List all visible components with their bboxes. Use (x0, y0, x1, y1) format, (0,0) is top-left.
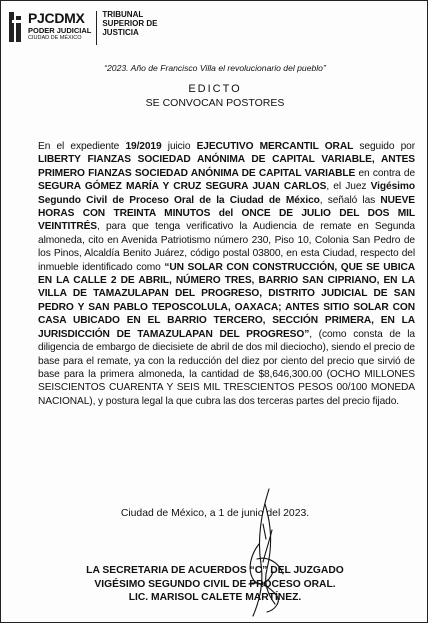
body-bold-run: 19/2019 (125, 141, 162, 152)
header-divider (96, 11, 97, 45)
signoff-line-2: VIGÉSIMO SEGUNDO CIVIL DE PROCESO ORAL. (94, 578, 336, 590)
pjcdmx-logo-icon (9, 12, 25, 42)
tsj-label (102, 11, 157, 37)
body-text-run: , para que tenga verificativo la Audiencia de remate en Segunda almoneda, cito en Avenida Patriotismo número 230, Piso 10, Colonia San Pedro de los Pinos, Alcaldía Benito Juárez, código postal 03800, en esta Ciudad, respecto del inmueble identificado como (38, 221, 415, 273)
body-text-run: , señaló las (319, 194, 381, 206)
body-text-run: en contra de (355, 167, 416, 179)
document-title: EDICTO (188, 83, 242, 95)
logo-name: PJCDMX (28, 10, 85, 26)
body-text-run: juicio (161, 141, 197, 152)
pjcdmx-logo-text (28, 11, 91, 41)
city-date: Ciudad de México, a 1 de junio del 2023. (120, 508, 310, 519)
institution-header (9, 11, 157, 51)
body-bold-run: “UN SOLAR CON CONSTRUCCIÓN, QUE SE UBICA EN LA CALLE 2 DE ABRIL, NÚMERO TRES, BARRIO SAN CIPRIANO, EN LA VILLA DE TAMAZULAPAN DEL PROGRESO, DISTRITO JUDICIAL DE SAN PEDRO Y SAN PABLO TEPOSCOLULA, OAXACA; ANTES SITIO SOLAR CON CASA UBICADO EN EL BARRIO TERCERO, SECCIÓN PRIMERA, EN LA JURISDICCIÓN DE TAMAZULAPAN DEL PROGRESO” (38, 261, 415, 340)
body-bold-run: NUEVE HORAS CON TREINTA MINUTOS del ONCE DE JULIO DEL DOS MIL VEINTITRÉS (38, 194, 415, 233)
body-bold-run: EJECUTIVO MERCANTIL ORAL (196, 141, 354, 152)
edict-body (38, 140, 415, 408)
logo-city: CIUDAD DE MÉXICO (28, 34, 82, 41)
signoff-line-1: LA SECRETARIA DE ACUERDOS “C” DEL JUZGADO (86, 565, 344, 576)
body-bold-run: Vigésimo Segundo Civil de Proceso Oral de la Ciudad de México (38, 181, 415, 206)
body-bold-run: SEGURA GÓMEZ MARÍA Y CRUZ SEGURA JUAN CARLOS (38, 181, 327, 193)
body-text-run: En el expediente (38, 141, 126, 152)
tsj-line-2: SUPERIOR DE (102, 18, 158, 28)
signoff-block (1, 564, 429, 605)
body-text-run: , el Juez (326, 181, 371, 193)
logo-subtitle: PODER JUDICIAL (28, 26, 92, 35)
year-motto: “2023. Año de Francisco Villa el revolucionario del pueblo” (104, 63, 326, 73)
body-text-run: seguido por (353, 141, 416, 152)
body-text-run: , (como consta de la diligencia de embargo de diecisiete de abril de dos mil dieciocho), siendo el precio de base para el remate, ya con la reducción del diez por ciento del precio que sirvió de base para la primera almoneda, la cantidad de $8,646,300.00 (OCHO MILLONES SEISCIENTOS CUARENTA Y SEIS MIL TRESCIENTOS PESOS 00/100 MONEDA NACIONAL), y postura legal la que cubra las dos terceras partes del precio fijado. (38, 328, 415, 407)
document-subtitle: SE CONVOCAN POSTORES (145, 97, 285, 109)
signoff-line-3: LIC. MARISOL CALETE MARTÍNEZ. (128, 592, 302, 604)
tsj-line-1: TRIBUNAL (102, 10, 144, 19)
tsj-line-3: JUSTICIA (102, 27, 139, 37)
body-bold-run: LIBERTY FIANZAS SOCIEDAD ANÓNIMA DE CAPITAL VARIABLE, ANTES PRIMERO FIANZAS SOCIEDAD ANÓNIMA DE CAPITAL VARIABLE (38, 154, 415, 179)
